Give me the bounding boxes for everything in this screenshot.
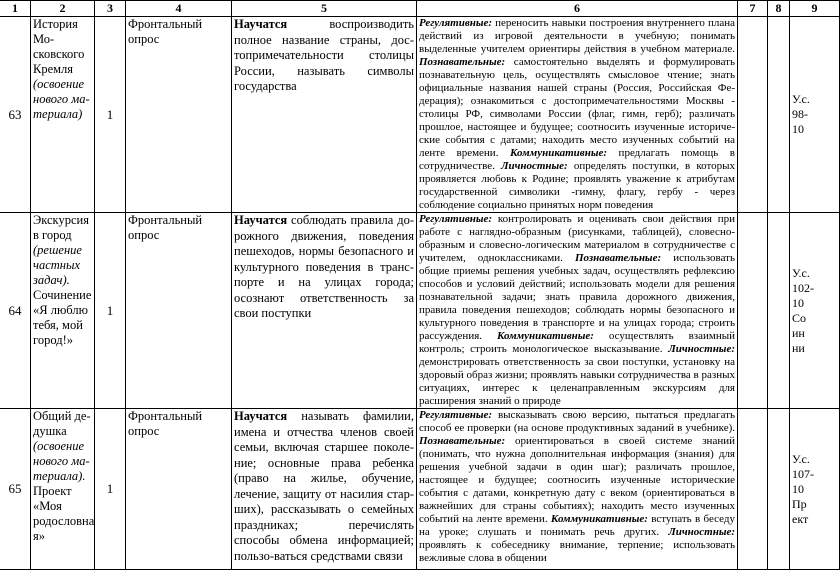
theme-title: История Мо-сковского Кремля [33, 17, 85, 76]
plan-text: воспроизводить полное название страны, дос-топримечательности столицы России, называть символы государства [234, 17, 414, 93]
uud-key: Регулятивные: [419, 409, 493, 421]
table-row [0, 213, 840, 409]
pages-line: У.с. [792, 92, 810, 106]
theme-type: (освоение нового ма-териала). [33, 439, 90, 483]
uud-key: Познавательные: [574, 252, 662, 264]
header-cell: 8 [768, 1, 790, 17]
uud-text: предлагать помощь в сотрудничестве. [419, 147, 736, 172]
uud-key: Регулятивные: [419, 17, 493, 29]
table-row [0, 17, 840, 213]
pages-line: 98- [792, 107, 808, 121]
uud-cell [417, 213, 738, 409]
control-form: Фронтальный опрос [126, 213, 232, 409]
uud-text: высказывать свою версию, пытаться предлагать способ ее проверки (на основе продуктивных заданий в учебнике). [419, 409, 735, 434]
empty-cell [768, 17, 790, 213]
uud-key: Познавательные: [419, 435, 506, 447]
lesson-theme [31, 17, 95, 213]
uud-text: использовать общие приемы решения учебных задач, осуществлять рефлексию способов и условий действий; использовать модели для решения познавательной задачи; знать правила дорожного движения, правила поведения пешеходов; соблюдать нормы безопасного и культурного поведения в транспорте и на улицах города; строить рассуждения. [419, 252, 735, 342]
empty-cell [738, 17, 768, 213]
lesson-number: 64 [0, 213, 31, 409]
planned-results [232, 213, 417, 409]
header-cell: 2 [31, 1, 95, 17]
plan-keyword: Научатся [234, 17, 288, 31]
planned-results [232, 409, 417, 570]
header-cell: 3 [95, 1, 126, 17]
pages-line: У.с. [792, 451, 810, 466]
lesson-hours: 1 [95, 409, 126, 570]
table-row [0, 409, 840, 570]
uud-text: контролировать и оценивать свои действия при работе с наглядно-образным (рисунками, таблицей), словесно-образным и словесно-логическим материалом в сотрудничестве с учителем, одноклассниками. [419, 213, 735, 264]
theme-extra: Сочинение «Я люблю тебя, мой город!» [33, 288, 92, 347]
header-cell: 7 [738, 1, 768, 17]
uud-key: Регулятивные: [419, 213, 493, 225]
pages-line: ин [792, 325, 805, 340]
pages-line: ни [792, 340, 805, 355]
pages-line: Пр [792, 496, 807, 511]
pages-line: 102- [792, 280, 814, 295]
uud-key: Личностные: [668, 526, 736, 538]
theme-title: Экскурсия в город [33, 213, 89, 242]
uud-text: определять поступки, в которых проявляется любовь к Родине; проявлять уважение к атрибутам государственной символики -гимну, флагу, гербу - через соблюдение социально принятых норм поведения [419, 160, 736, 211]
uud-text: проявлять к собеседнику внимание, терпение; использовать вежливые слова в общении [419, 539, 735, 564]
uud-cell [417, 17, 738, 213]
pages-line: 107- [792, 466, 814, 481]
pages-line: 10 [792, 295, 804, 310]
plan-keyword: Научатся [234, 213, 288, 227]
empty-cell [738, 213, 768, 409]
theme-type: (решение частных задач). [33, 243, 82, 287]
uud-text: переносить навыки построения внутреннего плана действий из игровой деятельности в учебную; понимать выделенные учителем ориентиры действия в учебном материале. [419, 17, 735, 55]
uud-text: осуществлять взаимный контроль; строить монологическое высказывание. [419, 330, 735, 355]
uud-text: вступать в беседу на уроке; слушать и понимать речь других. [419, 513, 735, 538]
plan-text: называть фамилии, имена и отчества членов своей семьи, включая старшее поколе-ние; основные права ребенка (право на жилье, обучение, лечение, защиту от насилия стар-ших), рассказывать о семейных праздниках; перечислять способы обмена информацией; пользо-ваться средствами связи [234, 409, 414, 563]
planned-results [232, 17, 417, 213]
header-cell: 9 [790, 1, 840, 17]
header-cell: 4 [126, 1, 232, 17]
lesson-theme [31, 213, 95, 409]
plan-text: соблюдать правила до-рожного движения, поведения пешеходов, нормы безопасного и культурного поведения в транс-порте и на улицах города; осознают ответственность за свои поступки [234, 213, 414, 320]
theme-title: Общий де-душка [33, 409, 91, 438]
uud-key: Коммуникативные: [496, 330, 594, 342]
control-form: Фронтальный опрос [126, 17, 232, 213]
lesson-hours: 1 [95, 213, 126, 409]
header-row [0, 1, 840, 17]
pages-line: 10 [792, 122, 804, 136]
lesson-theme [31, 409, 95, 570]
uud-key: Личностные: [500, 160, 568, 172]
lesson-hours: 1 [95, 17, 126, 213]
lesson-number: 63 [0, 17, 31, 213]
uud-key: Коммуникативные: [550, 513, 648, 525]
theme-type: (освоение нового ма-териала) [33, 77, 90, 121]
control-form: Фронтальный опрос [126, 409, 232, 570]
pages-line: ект [792, 511, 809, 526]
plan-keyword: Научатся [234, 409, 288, 423]
empty-cell [768, 409, 790, 570]
uud-cell [417, 409, 738, 570]
header-cell: 1 [0, 1, 31, 17]
empty-cell [738, 409, 768, 570]
empty-cell [768, 213, 790, 409]
textbook-pages [790, 213, 840, 409]
header-cell: 6 [417, 1, 738, 17]
uud-key: Коммуникативные: [510, 147, 607, 159]
pages-line: 10 [792, 481, 804, 496]
uud-text: демонстрировать ответственность за свои поступки, установку на здоровый образ жизни; проявлять навыки сотрудничества в разных ситуациях, интерес к целенаправленным экскурсиям для расширения знаний о природе [419, 356, 735, 407]
header-cell: 5 [232, 1, 417, 17]
uud-text: ориентироваться в своей системе знаний (понимать, что нужна дополнительная информация (знания) для решения учебной задачи в один шаг); различать прошлое, настоящее и будущее; соотносить изученные исторические события с датами, конкретную дату с веком (ориентироваться в важнейших для страны событиях); находить место изученных событий на ленте времени. [419, 435, 735, 525]
textbook-pages [790, 409, 840, 570]
uud-key: Познавательные: [419, 56, 506, 68]
lesson-number: 65 [0, 409, 31, 570]
uud-key: Личностные: [668, 343, 735, 355]
textbook-pages [790, 17, 840, 213]
theme-extra: Проект «Моя родословна я» [33, 484, 95, 543]
uud-text: самостоятельно выделять и формулировать познавательную цель, осуществлять смысловое чтение; знать официальные названия нашей страны (Россия, Российская Фе-дерация); ознакомиться с достопримечательностями Москвы - столицы РФ, символами России (флаг, гимн, герб); различать прошлое, настоящее и будущее; соотносить изученные историче-ские события с датами; находить место изученных событий на ленте времени. [419, 56, 735, 159]
pages-line: Со [792, 310, 807, 325]
pages-line: У.с. [792, 265, 810, 280]
